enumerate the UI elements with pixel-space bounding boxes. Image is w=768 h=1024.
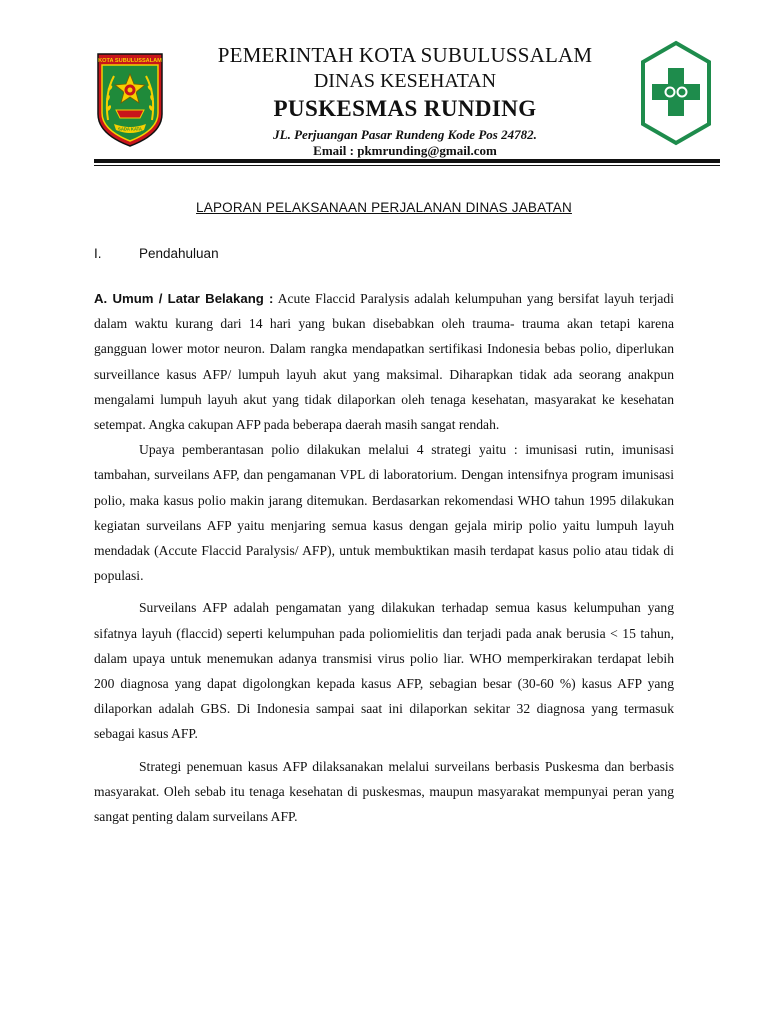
email-line: Email : pkmrunding@gmail.com: [313, 143, 497, 158]
paragraph: Strategi penemuan kasus AFP dilaksanakan melalui surveilans berbasis Puskesma dan berbasis masyarakat. Oleh sebab itu tenaga kesehatan di puskesmas, maupun masyarakat mempunyai peran yang sangat penting dalam surveilans AFP.: [94, 758, 674, 825]
letterhead: [180, 42, 630, 159]
crest-banner-text: KOTA SUBULUSSALAM: [98, 58, 162, 64]
paragraph: Surveilans AFP adalah pengamatan yang dilakukan terhadap semua kasus kelumpuhan yang sifatnya layuh (flaccid) seperti kelumpuhan pada poliomielitis dan terjadi pada anak berusia < 15 tahun, dalam upaya untuk menemukan adanya transmisi virus polio liar. WHO memperkirakan terdapat lebih 200 diagnosa yang dapat digolongkan kepada kasus AFP, sebagian besar (30-60 %) kasus AFP yang dilaporkan adalah GBS. Di Indonesia sampai saat ini dilaporkan sekitar 32 diagnosa yang termasuk sebagai kasus AFP.: [94, 600, 674, 742]
paragraph: [94, 286, 674, 437]
letterhead-divider-thick: [94, 159, 720, 163]
letterhead-divider-thin: [94, 165, 720, 166]
subsection-label: A. Umum / Latar Belakang :: [94, 291, 274, 306]
government-name: PEMERINTAH KOTA SUBULUSSALAM: [217, 43, 593, 67]
section-heading: [94, 246, 219, 261]
section-title: Pendahuluan: [139, 246, 219, 261]
paragraph-text: Acute Flaccid Paralysis adalah kelumpuhan yang bersifat layuh terjadi dalam waktu kurang dari 14 hari yang bukan disebabkan oleh trauma- trauma akan tetapi karena gangguan lower motor neuron. Dalam rangka mendapatkan sertifikasi Indonesia bebas polio, diperlukan surveillance kasus AFP/ lumpuh layuh akut yang maksimal. Diharapkan tidak ada seorang anakpun mengalami lumpuh layuh akut yang tidak dilaporkan oleh tenaga kesehatan, masyarakat ke kesehatan setempat. Angka cakupan AFP pada beberapa daerah masih sangat rendah.: [94, 291, 674, 433]
institution-name: PUSKESMAS RUNDING: [273, 96, 537, 121]
department-name: DINAS KESEHATAN: [313, 70, 497, 92]
city-crest-logo: [94, 50, 166, 148]
document-title: LAPORAN PELAKSANAAN PERJALANAN DINAS JABATAN: [196, 200, 572, 215]
paragraph: Upaya pemberantasan polio dilakukan melalui 4 strategi yaitu : imunisasi rutin, imunisasi tambahan, surveilans AFP, dan pengamanan VPL di laboratorium. Dengan intensifnya program imunisasi polio, maka kasus polio makin jarang ditemukan. Berdasarkan rekomendasi WHO tahun 1995 dilakukan kegiatan surveilans AFP yaitu menjaring semua kasus dengan gejala mirip polio yaitu lumpuh layuh mendadak (Accute Flaccid Paralysis/ AFP), untuk membuktikan masih terdapat kasus polio atau tidak di populasi.: [94, 442, 674, 584]
crest-motto-text: SADA KATA: [118, 126, 142, 132]
puskesmas-logo: [640, 40, 712, 146]
section-number: I.: [94, 246, 102, 261]
address-line: JL. Perjuangan Pasar Rundeng Kode Pos 24782.: [273, 127, 537, 142]
body-content: [94, 286, 674, 829]
